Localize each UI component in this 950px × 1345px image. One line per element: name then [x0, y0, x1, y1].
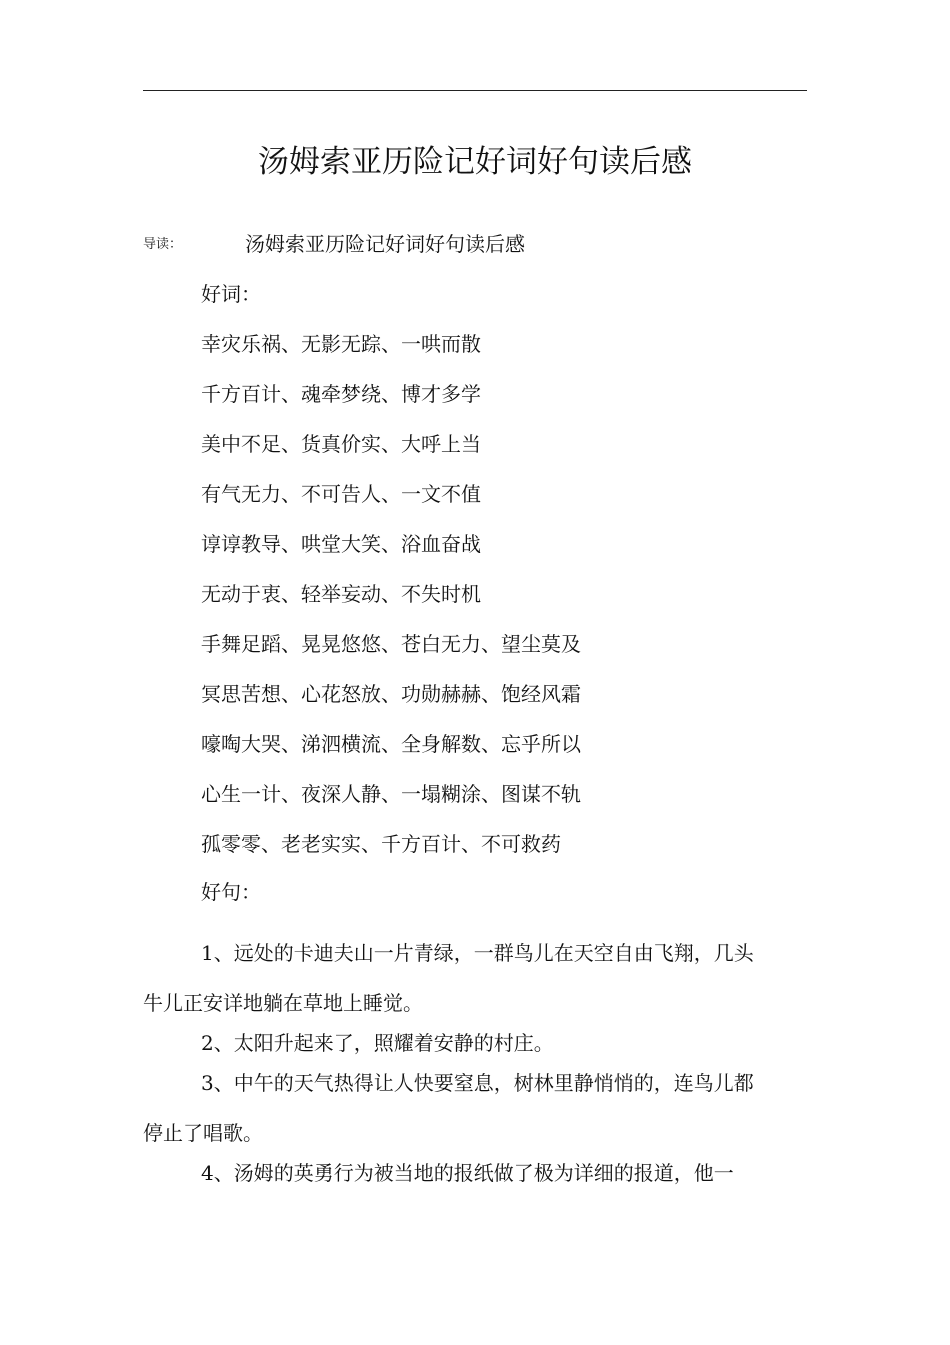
sentence-paragraph: 4、汤姆的英勇行为被当地的报纸做了极为详细的报道，他一	[201, 1161, 734, 1185]
header-rule	[143, 90, 807, 91]
word-line: 嚎啕大哭、涕泗横流、全身解数、忘乎所以	[201, 732, 581, 756]
word-line: 美中不足、货真价实、大呼上当	[201, 432, 481, 456]
sentences-section-label: 好句：	[201, 880, 261, 904]
lead-label: 导读：	[143, 237, 183, 252]
words-section-label: 好词：	[201, 282, 261, 306]
word-line: 有气无力、不可告人、一文不值	[201, 482, 481, 506]
word-line: 无动于衷、轻举妄动、不失时机	[201, 582, 481, 606]
words-list	[201, 329, 581, 879]
sentence-paragraph: 2、太阳升起来了，照耀着安静的村庄。	[201, 1031, 554, 1055]
lead-text: 汤姆索亚历险记好词好句读后感	[245, 232, 525, 256]
word-line: 冥思苦想、心花怒放、功勋赫赫、饱经风霜	[201, 682, 581, 706]
word-line: 千方百计、魂牵梦绕、博才多学	[201, 382, 481, 406]
word-line: 孤零零、老老实实、千方百计、不可救药	[201, 832, 561, 856]
word-line: 手舞足蹈、晃晃悠悠、苍白无力、望尘莫及	[201, 632, 581, 656]
sentence-paragraph: 3、中午的天气热得让人快要窒息，树林里静悄悄的，连鸟儿都停止了唱歌。	[143, 1071, 754, 1145]
sentences-block	[143, 928, 763, 1198]
page-title: 汤姆索亚历险记好词好句读后感	[258, 144, 692, 180]
word-line: 心生一计、夜深人静、一塌糊涂、图谋不轨	[201, 782, 581, 806]
sentence-paragraph: 1、远处的卡迪夫山一片青绿，一群鸟儿在天空自由飞翔，几头牛儿正安详地躺在草地上睡觉。	[143, 941, 754, 1015]
word-line: 幸灾乐祸、无影无踪、一哄而散	[201, 332, 481, 356]
word-line: 谆谆教导、哄堂大笑、浴血奋战	[201, 532, 481, 556]
